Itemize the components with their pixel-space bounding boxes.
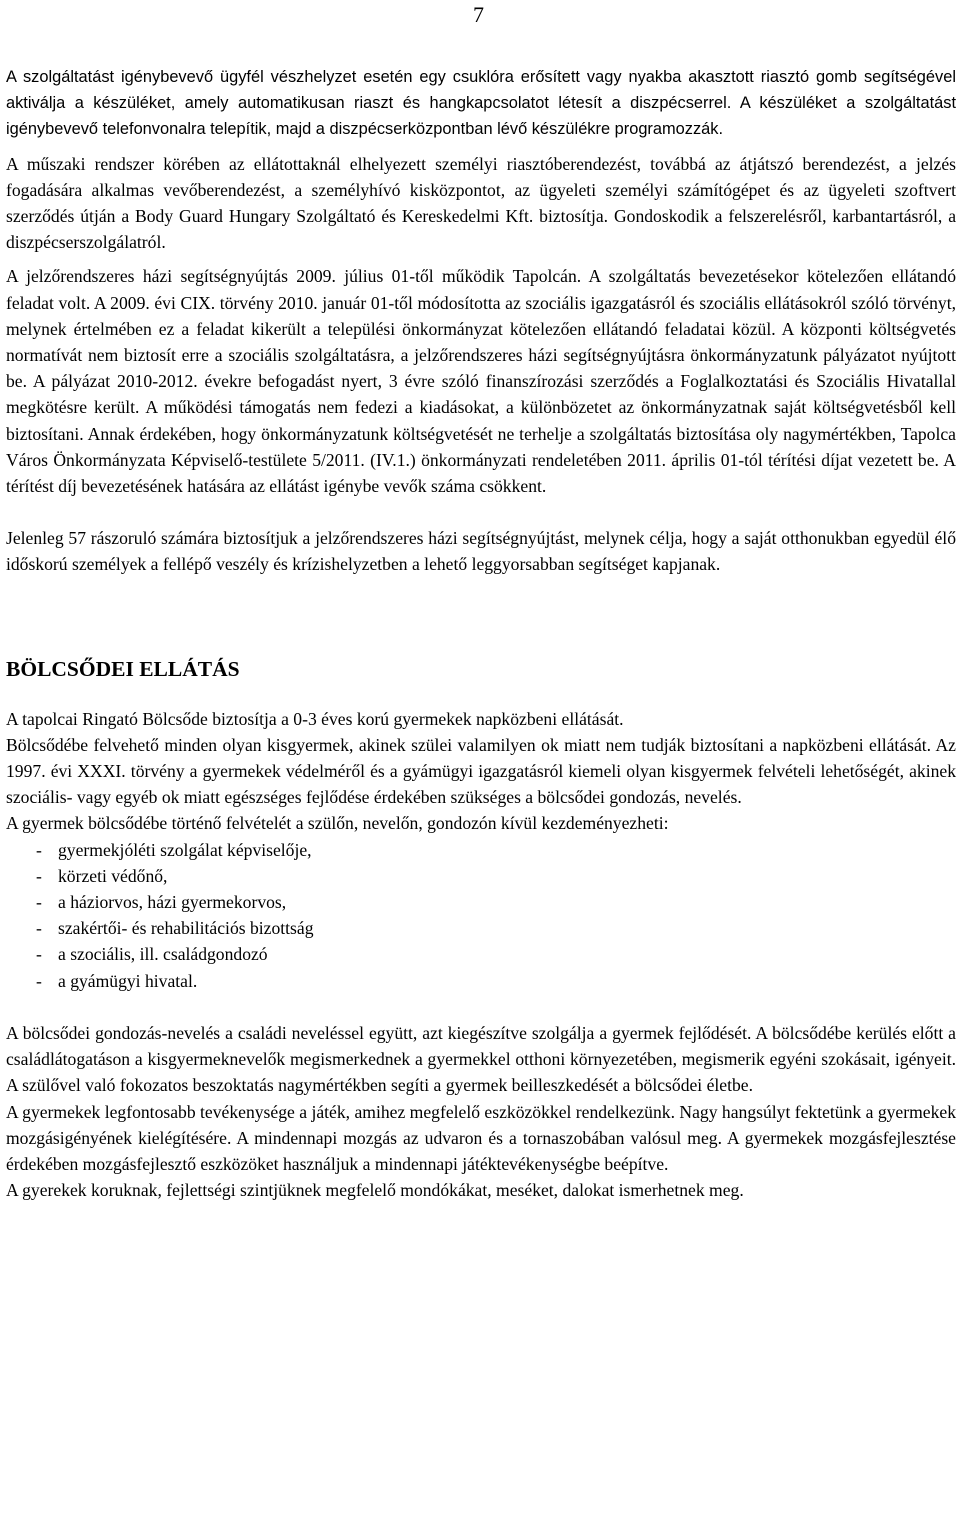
list-item: - szakértői- és rehabilitációs bizottság (36, 915, 956, 941)
paragraph-nursery-intro: A tapolcai Ringató Bölcsőde biztosítja a 0-3 éves korú gyermekek napközbeni ellátását. (6, 708, 624, 729)
paragraph-initiators: A gyermek bölcsődébe történő felvételét a szülőn, nevelőn, gondozón kívül kezdeményezheti: (6, 813, 669, 834)
list-item: - gyermekjóléti szolgálat képviselője, (36, 837, 956, 863)
paragraph-admission: Bölcsődébe felvehető minden olyan kisgyermek, akinek szülei valamilyen ok miatt nem tudják biztosítani a napközbeni ellátását. Az 1997. évi XXXI. törvény a gyermekek védelméről és a gyámügyi igazgatásról kiemeli olyan kisgyermek felvételi lehetőségét, akinek szociális- vagy egyéb ok miatt egészséges fejlődése érdekében szükséges a bölcsődei gondozás, nevelés. (6, 734, 956, 808)
list-item: - körzeti védőnő, (36, 863, 956, 889)
paragraph-service-history: A jelzőrendszeres házi segítségnyújtás 2009. július 01-től működik Tapolcán. A szolgáltatás bevezetésekor kötelezően ellátandó feladat volt. A 2009. évi CIX. törvény 2010. január 01-től módosította az szociális igazgatásról és szociális ellátásokról szóló törvényt, melynek értelmében ez a feladat kikerült a települési önkormányzat kötelezően ellátandó feladatai közül. A központi költségvetés normatívát nem biztosít erre a szociális szolgáltatásra, a jelzőrendszeres házi segítségnyújtásra önkormányzatunk pályázatot nyújtott be. A pályázat 2010-2012. évekre befogadást nyert, 3 évre szóló finanszírozási szerződés a Foglalkoztatási és Szociális Hivatallal megkötésre került. A működési támogatás nem fedezi a kiadásokat, a különbözetet az önkormányzatnak saját költségvetésből kell biztosítani. Annak érdekében, hogy önkormányzatunk költségvetését ne terhelje a szolgáltatás biztosítása oly nagymértékben, Tapolca Város Önkormányzata Képviselő-testülete 5/2011. (IV.1.) önkormányzati rendeletében 2011. április 01-tól térítési díjat vezetett be. A térítést díj bevezetésének hatására az ellátást igénybe vevők száma csökkent. (6, 266, 956, 497)
paragraph-care-education: A bölcsődei gondozás-nevelés a családi neveléssel együtt, azt kiegészítve szolgálja a gyermek fejlődését. A bölcsődébe kerülés előtt a családlátogatáson a kisgyermeknevelők megismerkednek a gyermekkel otthoni környezetében, megismerik egyéni szokásait, igényeit. A szülővel való fokozatos beszoktatás nagymértékben segíti a gyermek beilleszkedését a bölcsődei életbe. (6, 1022, 956, 1096)
list-item: - a gyámügyi hivatal. (36, 968, 956, 994)
initiator-list (6, 837, 956, 994)
section-heading: BÖLCSŐDEI ELLÁTÁS (6, 656, 240, 681)
paragraph-technical-system: A műszaki rendszer körében az ellátottaknál elhelyezett személyi riasztóberendezést, továbbá az átjátszó berendezést, a jelzés fogadására alkalmas vevőberendezést, a személyhívó kisközpontot, az ügyeleti személyi számítógépet és az ügyeleti szoftvert szerződés útján a Body Guard Hungary Szolgáltató és Kereskedelmi Kft. biztosítja. Gondoskodik a felszerelésről, karbantartásról, a diszpécserszolgálatról. (6, 153, 956, 253)
paragraph-alarm-activation: A szolgáltatást igénybevevő ügyfél vészhelyzet esetén egy csuklóra erősített vagy nyakba akasztott riasztó gomb segítségével aktiválja a készüléket, amely automatikusan riaszt és hangkapcsolatot létesít a diszpécserrel. A készüléket a szolgáltatást igénybevevő telefonvonalra telepítik, majd a diszpécserközpontban lévő készülékre programozzák. (6, 68, 956, 139)
page-number: 7 (473, 2, 484, 27)
paragraph-rhymes-songs: A gyerekek koruknak, fejlettségi szintjüknek megfelelő mondókákat, meséket, dalokat ismerhetnek meg. (6, 1180, 744, 1201)
paragraph-play-activity: A gyermekek legfontosabb tevékenysége a játék, amihez megfelelő eszközökkel rendelkezünk. Nagy hangsúlyt fektetünk a gyermekek mozgásigényének kielégítésére. A mindennapi mozgás az udvaron és a tornaszobában valósul meg. A gyermekek mozgásfejlesztése érdekében mozgásfejlesztő eszközöket használjuk a mindennapi játéktevékenységbe beépítve. (6, 1101, 956, 1174)
list-item: - a háziorvos, házi gyermekorvos, (36, 889, 956, 915)
paragraph-current-clients: Jelenleg 57 rászoruló számára biztosítjuk a jelzőrendszeres házi segítségnyújtást, melynek célja, hogy a saját otthonukban egyedül élő időskorú személyek a fellépő veszély és krízishelyzetben a lehető leggyorsabban segítséget kapjanak. (6, 528, 956, 575)
list-item: - a szociális, ill. családgondozó (36, 941, 956, 967)
